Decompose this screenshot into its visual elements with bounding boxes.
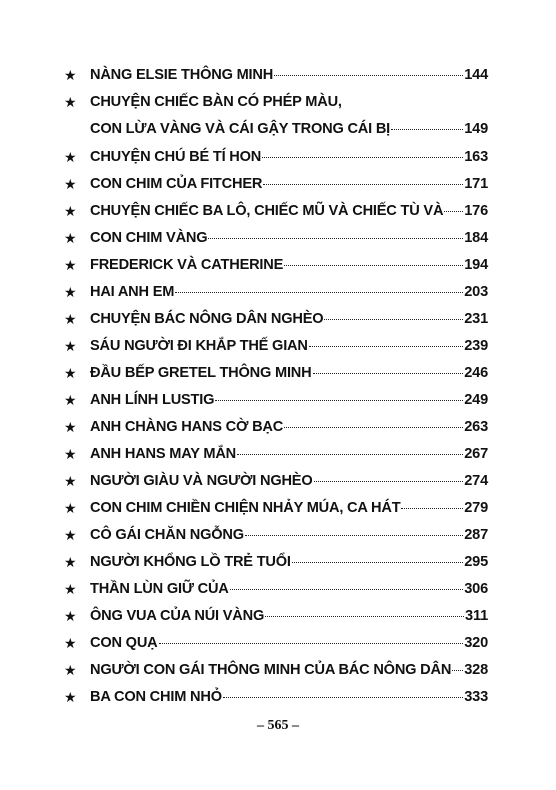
toc-entry-page-number: 328: [464, 662, 488, 678]
toc-entry-page-number: 144: [464, 67, 488, 83]
toc-entry-page-number: 184: [464, 230, 488, 246]
toc-entry: [64, 144, 488, 171]
dot-leader: [245, 535, 463, 536]
dot-leader: [237, 454, 463, 455]
toc-entry: [64, 89, 488, 144]
toc-entry-title: FREDERICK VÀ CATHERINE: [90, 257, 284, 273]
star-bullet-icon: ★: [64, 608, 77, 624]
star-bullet-icon: ★: [64, 149, 77, 165]
toc-entry-page-number: 176: [464, 203, 488, 219]
star-bullet-icon: ★: [64, 446, 77, 462]
toc-entry: [64, 306, 488, 333]
toc-entry-title: NGƯỜI GIÀU VÀ NGƯỜI NGHÈO: [90, 473, 313, 489]
star-bullet-icon: ★: [64, 527, 77, 543]
toc-entry-title: ANH LÍNH LUSTIG: [90, 392, 215, 408]
toc-entry: [64, 279, 488, 306]
toc-entry-title: CÔ GÁI CHĂN NGỖNG: [90, 527, 244, 543]
star-bullet-icon: ★: [64, 635, 77, 651]
toc-entry-page-number: 267: [464, 446, 488, 462]
table-of-contents: [64, 62, 488, 711]
dot-leader: [452, 670, 463, 671]
toc-entry: [64, 414, 488, 441]
star-bullet-icon: ★: [64, 689, 77, 705]
star-bullet-icon: ★: [64, 284, 77, 300]
toc-entry-page-number: 231: [464, 311, 488, 327]
toc-entry-page-number: 249: [464, 392, 488, 408]
toc-entry-title: CON CHIM CHIỀN CHIỆN NHẢY MÚA, CA HÁT: [90, 500, 401, 516]
toc-entry-title: CHUYỆN CHÚ BÉ TÍ HON: [90, 149, 262, 165]
star-bullet-icon: ★: [64, 257, 77, 273]
toc-entry: [64, 387, 488, 414]
star-bullet-icon: ★: [64, 338, 77, 354]
toc-entry-page-number: 333: [464, 689, 488, 705]
toc-entry: [64, 333, 488, 360]
toc-entry-title: ANH HANS MAY MẮN: [90, 446, 236, 462]
toc-entry: [64, 657, 488, 684]
dot-leader: [401, 508, 463, 509]
star-bullet-icon: ★: [64, 500, 77, 516]
toc-entry: [64, 441, 488, 468]
toc-entry: [64, 549, 488, 576]
toc-entry: [64, 603, 488, 630]
star-bullet-icon: ★: [64, 176, 77, 192]
toc-entry-title: CON QUẠ: [90, 635, 158, 651]
toc-entry: [64, 630, 488, 657]
toc-entry-page-number: 279: [464, 500, 488, 516]
star-bullet-icon: ★: [64, 419, 77, 435]
toc-entry-title: THẦN LÙN GIỮ CỦA: [90, 581, 229, 597]
dot-leader: [284, 427, 463, 428]
toc-entry: [64, 576, 488, 603]
dot-leader: [265, 616, 464, 617]
toc-entry-title: SÁU NGƯỜI ĐI KHẮP THẾ GIAN: [90, 338, 308, 354]
toc-entry-title: HAI ANH EM: [90, 284, 175, 300]
toc-entry: [64, 171, 488, 198]
dot-leader: [284, 265, 463, 266]
dot-leader: [324, 319, 463, 320]
toc-entry-page-number: 194: [464, 257, 488, 273]
toc-entry-page-number: 149: [464, 121, 488, 137]
dot-leader: [223, 697, 463, 698]
dot-leader: [262, 157, 463, 158]
toc-entry-page-number: 287: [464, 527, 488, 543]
dot-leader: [208, 238, 463, 239]
star-bullet-icon: ★: [64, 392, 77, 408]
toc-entry-page-number: 239: [464, 338, 488, 354]
star-bullet-icon: ★: [64, 365, 77, 381]
dot-leader: [175, 292, 463, 293]
toc-entry-page-number: 246: [464, 365, 488, 381]
toc-entry-title: CHUYỆN BÁC NÔNG DÂN NGHÈO: [90, 311, 324, 327]
toc-entry-title: BA CON CHIM NHỎ: [90, 689, 222, 705]
star-bullet-icon: ★: [64, 473, 77, 489]
toc-entry-page-number: 171: [464, 176, 488, 192]
dot-leader: [159, 643, 464, 644]
page-number: – 565 –: [257, 718, 299, 733]
toc-entry-title: ÔNG VUA CỦA NÚI VÀNG: [90, 608, 265, 624]
toc-entry: [64, 495, 488, 522]
toc-entry-title: NGƯỜI KHỔNG LỒ TRẺ TUỔI: [90, 554, 291, 570]
toc-entry-page-number: 306: [464, 581, 488, 597]
toc-entry: [64, 62, 488, 89]
toc-entry: [64, 522, 488, 549]
dot-leader: [314, 481, 464, 482]
dot-leader: [313, 373, 464, 374]
dot-leader: [215, 400, 463, 401]
toc-entry-title: ANH CHÀNG HANS CỜ BẠC: [90, 419, 284, 435]
toc-entry-title: NGƯỜI CON GÁI THÔNG MINH CỦA BÁC NÔNG DÂN: [90, 662, 452, 678]
toc-entry: [64, 252, 488, 279]
toc-entry: [64, 684, 488, 711]
toc-entry-page-number: 320: [464, 635, 488, 651]
star-bullet-icon: ★: [64, 67, 77, 83]
toc-entry-title-line1: CHUYỆN CHIẾC BÀN CÓ PHÉP MÀU,: [90, 94, 342, 110]
star-bullet-icon: ★: [64, 230, 77, 246]
dot-leader: [230, 589, 464, 590]
toc-entry-title: CHUYỆN CHIẾC BA LÔ, CHIẾC MŨ VÀ CHIẾC TÙ VÀ: [90, 203, 444, 219]
star-bullet-icon: ★: [64, 311, 77, 327]
toc-entry-title: CON LỪA VÀNG VÀ CÁI GẬY TRONG CÁI BỊ: [90, 121, 391, 137]
star-bullet-icon: ★: [64, 94, 77, 110]
toc-entry-page-number: 263: [464, 419, 488, 435]
toc-entry-page-number: 295: [464, 554, 488, 570]
toc-entry-page-number: 311: [465, 608, 488, 624]
toc-entry-page-number: 274: [464, 473, 488, 489]
toc-entry-title: ĐẦU BẾP GRETEL THÔNG MINH: [90, 365, 312, 381]
star-bullet-icon: ★: [64, 581, 77, 597]
dot-leader: [292, 562, 463, 563]
star-bullet-icon: ★: [64, 203, 77, 219]
toc-entry-title: CON CHIM VÀNG: [90, 230, 208, 246]
toc-entry: [64, 225, 488, 252]
dot-leader: [263, 184, 463, 185]
dot-leader: [274, 75, 463, 76]
toc-entry: [64, 198, 488, 225]
star-bullet-icon: ★: [64, 662, 77, 678]
toc-entry: [64, 360, 488, 387]
dot-leader: [391, 129, 463, 130]
toc-entry-title: CON CHIM CỦA FITCHER: [90, 176, 263, 192]
toc-entry-page-number: 163: [464, 149, 488, 165]
toc-entry-title: NÀNG ELSIE THÔNG MINH: [90, 67, 274, 83]
dot-leader: [309, 346, 464, 347]
toc-entry-page-number: 203: [464, 284, 488, 300]
toc-entry: [64, 468, 488, 495]
star-bullet-icon: ★: [64, 554, 77, 570]
dot-leader: [444, 211, 463, 212]
